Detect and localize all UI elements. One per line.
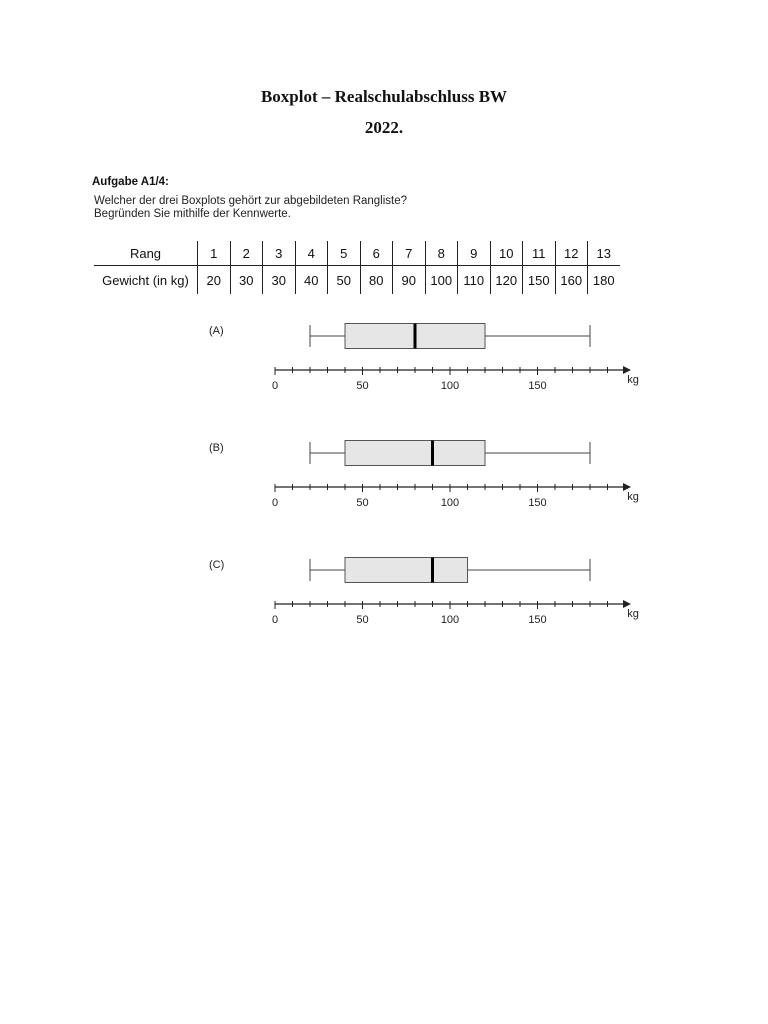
weight-cell: 30 [263, 266, 296, 295]
rank-cell: 7 [393, 241, 426, 266]
rank-row-label: Rang [94, 241, 198, 266]
page-title: Boxplot – Realschulabschluss BW [260, 87, 508, 106]
axis-unit-label: kg [627, 491, 639, 503]
tick-label: 100 [440, 614, 460, 626]
task-instruction: Begründen Sie mithilfe der Kennwerte. [94, 208, 291, 220]
axis-unit-label: kg [627, 608, 639, 620]
tick-label: 50 [356, 614, 369, 626]
weight-cell: 50 [328, 266, 361, 295]
rank-cell: 2 [230, 241, 263, 266]
tick-label: 100 [440, 380, 460, 392]
tick-label: 0 [271, 497, 279, 509]
rank-cell: 4 [295, 241, 328, 266]
rank-cell: 1 [198, 241, 231, 266]
tick-label: 0 [271, 614, 279, 626]
box [345, 558, 468, 583]
tick-label: 0 [271, 380, 279, 392]
rank-cell: 6 [360, 241, 393, 266]
tick-label: 150 [528, 614, 547, 626]
rank-cell: 13 [588, 241, 620, 266]
page-title-year: 2022. [364, 118, 404, 137]
rank-cell: 3 [263, 241, 296, 266]
rank-cell: 12 [555, 241, 588, 266]
tick-label: 150 [528, 497, 547, 509]
weight-cell: 160 [555, 266, 588, 295]
rank-cell: 8 [425, 241, 458, 266]
tick-label: 150 [528, 380, 547, 392]
rank-cell: 11 [523, 241, 556, 266]
task-question: Welcher der drei Boxplots gehört zur abgebildeten Rangliste? [94, 195, 408, 207]
boxplot-label: (C) [209, 559, 225, 571]
rank-cell: 5 [328, 241, 361, 266]
task-heading: Aufgabe A1/4: [92, 176, 169, 188]
weight-row-label: Gewicht (in kg) [102, 272, 189, 288]
rank-cell: 10 [490, 241, 523, 266]
weight-cell: 180 [588, 266, 620, 295]
weight-cell: 100 [425, 266, 458, 295]
weight-cell: 120 [490, 266, 523, 295]
tick-label: 50 [356, 380, 369, 392]
axis-arrow [623, 483, 631, 491]
weight-cell: 40 [295, 266, 328, 295]
box [345, 441, 485, 466]
weight-cell: 80 [360, 266, 393, 295]
tick-label: 50 [356, 497, 369, 509]
weight-cell: 20 [198, 266, 231, 295]
weight-cell: 150 [523, 266, 556, 295]
axis-arrow [623, 600, 631, 608]
weight-cell: 30 [230, 266, 263, 295]
weight-cell: 110 [458, 266, 491, 295]
boxplot-label: (B) [209, 442, 224, 454]
rank-cell: 9 [458, 241, 491, 266]
axis-arrow [623, 366, 631, 374]
boxplot-label: (A) [209, 325, 224, 337]
weight-cell: 90 [393, 266, 426, 295]
axis-unit-label: kg [627, 374, 639, 386]
tick-label: 100 [440, 497, 460, 509]
